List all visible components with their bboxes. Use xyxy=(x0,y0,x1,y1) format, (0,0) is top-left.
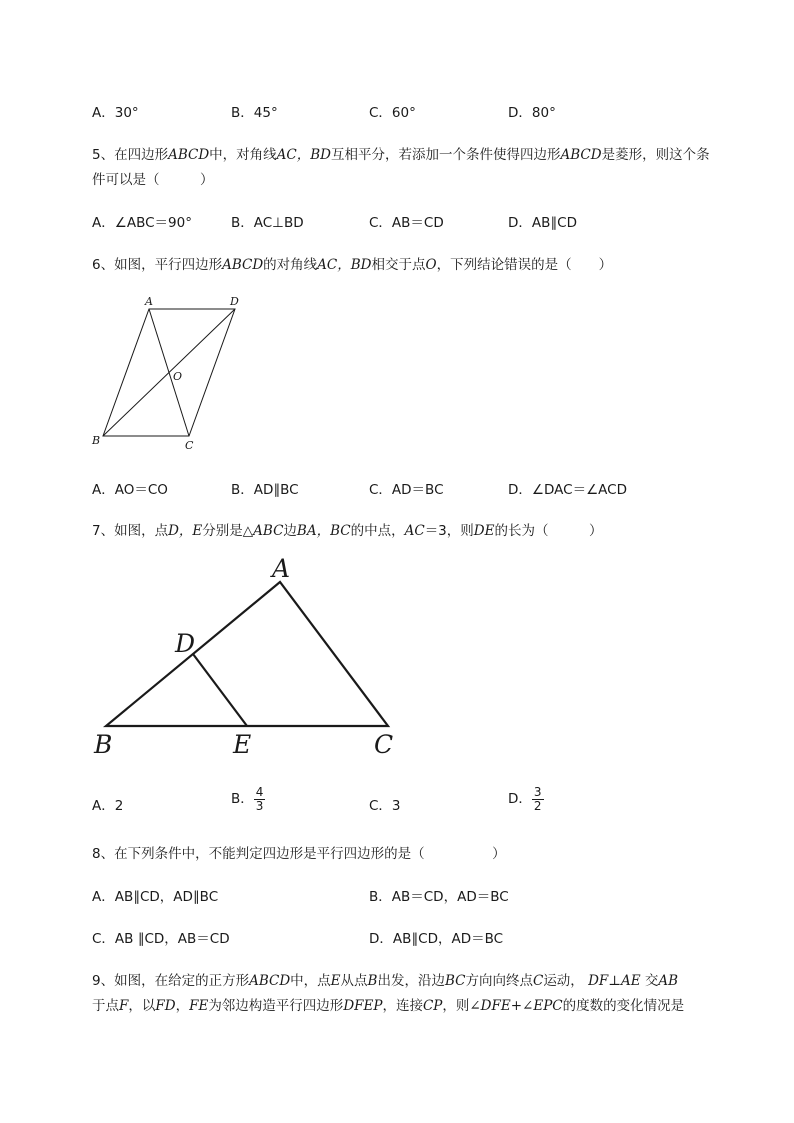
q9-math: DFEP xyxy=(343,998,383,1014)
q9-math: AB xyxy=(658,973,679,989)
q6-text: ，下列结论错误的是（ ） xyxy=(436,257,613,273)
label-e: E xyxy=(233,730,252,759)
q9-math: DF⊥AE xyxy=(588,973,641,989)
q7-option-b-fraction xyxy=(254,786,266,812)
q9-text: ，连接 xyxy=(382,998,423,1014)
label-d: D xyxy=(230,295,239,308)
q9-text: 方向向终点 xyxy=(465,973,533,989)
q9-stem-line2 xyxy=(92,994,684,1014)
q7-text: 的长为（ ） xyxy=(494,523,603,539)
q5-stem-line1 xyxy=(92,143,710,163)
q7-text: ＝3，则 xyxy=(424,523,474,539)
q5-text: 5、在四边形 xyxy=(92,147,169,163)
q9-math: BC xyxy=(444,973,466,989)
q7-option-a: A．2 xyxy=(92,798,124,814)
q8-option-c: C．AB ∥CD，AB＝CD xyxy=(92,931,230,947)
q6-text: 的对角线 xyxy=(263,257,318,273)
label-b: B xyxy=(94,730,113,759)
q8-option-b: B．AB＝CD，AD＝BC xyxy=(369,889,509,905)
q9-math: F xyxy=(119,998,129,1014)
q7-option-b xyxy=(231,786,265,812)
q6-math: ABCD xyxy=(222,257,264,273)
q7-option-d-fraction xyxy=(532,786,544,812)
label-c: C xyxy=(374,730,394,759)
label-a: A xyxy=(272,554,291,583)
q9-text: 为邻边构造平行四边形 xyxy=(208,998,344,1014)
fraction-denominator: 3 xyxy=(255,798,264,813)
q7-triangle-figure xyxy=(86,552,416,762)
q9-text: 从点 xyxy=(340,973,368,989)
q6-option-d: D．∠DAC＝∠ACD xyxy=(508,482,628,498)
q9-math: FD xyxy=(155,998,176,1014)
q4-option-b: B．45° xyxy=(231,105,278,121)
q7-math: ABC xyxy=(253,523,284,539)
q6-parallelogram-figure xyxy=(88,292,248,452)
label-o: O xyxy=(173,370,183,383)
q7-option-b-prefix: B． xyxy=(231,791,254,808)
q5-text: 中，对角线 xyxy=(209,147,277,163)
q5-stem-line2: 件可以是（ ） xyxy=(92,172,214,188)
label-c: C xyxy=(185,439,194,452)
q7-text: 分别是△ xyxy=(202,523,254,539)
q7-option-d-prefix: D． xyxy=(508,791,532,808)
q7-stem xyxy=(92,519,602,539)
q9-text: 于点 xyxy=(92,998,119,1014)
q9-math: B xyxy=(367,973,378,989)
q7-option-d xyxy=(508,786,544,812)
q9-text: 中，点 xyxy=(290,973,331,989)
label-a: A xyxy=(145,295,153,308)
q9-math: C xyxy=(532,973,544,989)
q7-math: D，E xyxy=(168,523,203,539)
q4-option-a: A．30° xyxy=(92,105,139,121)
q9-text: ， xyxy=(175,998,190,1014)
q5-text: 互相平分，若添加一个条件使得四边形 xyxy=(331,147,561,163)
q6-stem xyxy=(92,253,612,273)
q6-option-b: B．AD∥BC xyxy=(231,482,299,498)
label-b: B xyxy=(92,434,101,447)
fraction-denominator: 2 xyxy=(533,798,542,813)
q6-math: AC，BD xyxy=(317,257,372,273)
q5-option-b: B．AC⊥BD xyxy=(231,215,304,231)
q5-math: ABCD xyxy=(168,147,210,163)
q4-option-c: C．60° xyxy=(369,105,416,121)
q5-option-c: C．AB＝CD xyxy=(369,215,444,231)
label-d: D xyxy=(175,629,196,658)
q8-option-d: D．AB∥CD，AD＝BC xyxy=(369,931,504,947)
q4-option-d: D．80° xyxy=(508,105,556,121)
q7-text: 边 xyxy=(283,523,297,539)
q5-math: ABCD xyxy=(560,147,602,163)
q5-option-a: A．∠ABC＝90° xyxy=(92,215,192,231)
q5-math: AC，BD xyxy=(276,147,331,163)
q8-stem: 8、在下列条件中，不能判定四边形是平行四边形的是（ ） xyxy=(92,846,506,862)
q8-option-a: A．AB∥CD，AD∥BC xyxy=(92,889,219,905)
q9-math: FE xyxy=(189,998,209,1014)
q9-text: 9、如图，在给定的正方形 xyxy=(92,973,250,989)
q9-math: E xyxy=(330,973,341,989)
q9-stem-line1 xyxy=(92,969,678,989)
q9-math: CP xyxy=(422,998,443,1014)
diagonal-bd xyxy=(103,309,235,436)
q6-text: 相交于点 xyxy=(371,257,426,273)
q9-text: 交 xyxy=(644,973,659,989)
q6-text: 6、如图，平行四边形 xyxy=(92,257,223,273)
q9-text: 出发，沿边 xyxy=(377,973,445,989)
q7-math: AC xyxy=(404,523,425,539)
q6-math: O xyxy=(425,257,437,273)
q7-math: BA，BC xyxy=(296,523,351,539)
q6-option-c: C．AD＝BC xyxy=(369,482,444,498)
q5-text: 是菱形，则这个条 xyxy=(601,147,710,163)
q9-math: ABCD xyxy=(249,973,291,989)
q9-math: ∠DFE+∠EPC xyxy=(469,998,563,1014)
fraction-numerator: 3 xyxy=(533,785,542,799)
q5-option-d: D．AB∥CD xyxy=(508,215,577,231)
q7-math: DE xyxy=(473,523,495,539)
q9-text: ，则 xyxy=(442,998,470,1014)
q7-option-c: C．3 xyxy=(369,798,401,814)
q9-text: ，以 xyxy=(128,998,156,1014)
segment-de xyxy=(193,654,247,726)
q9-text: 的度数的变化情况是 xyxy=(562,998,685,1014)
q9-text: 运动， xyxy=(543,973,584,989)
q7-text: 7、如图，点 xyxy=(92,523,169,539)
q7-text: 的中点， xyxy=(350,523,405,539)
q6-option-a: A．AO＝CO xyxy=(92,482,168,498)
triangle-abc xyxy=(106,582,388,726)
fraction-numerator: 4 xyxy=(255,785,264,799)
